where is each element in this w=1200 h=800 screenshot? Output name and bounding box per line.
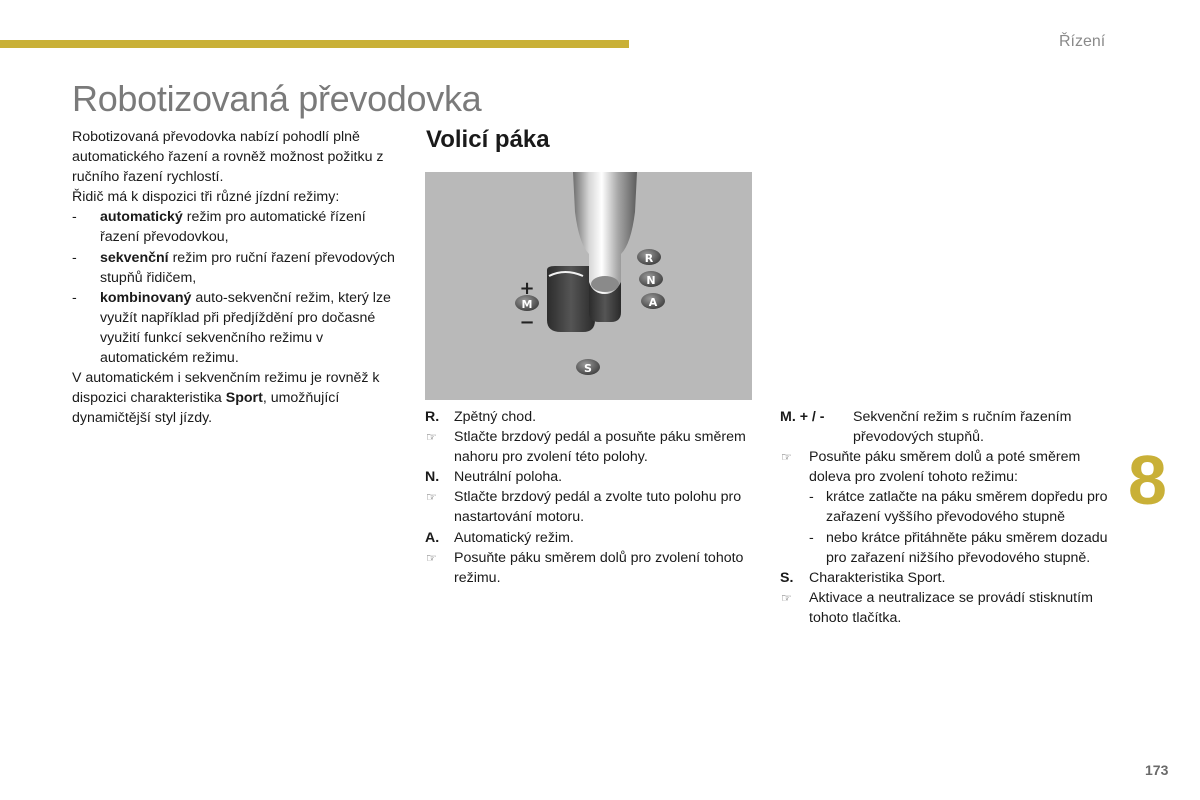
legend-row	[780, 588, 1120, 628]
mode-description: režim pro automatické řízení řazení převodovkou,	[100, 209, 366, 246]
mode-description: režim pro ruční řazení převodových stupňů řidičem,	[100, 249, 395, 286]
intro-paragraph: Robotizovaná převodovka nabízí pohodlí plně automatického řazení a rovněž možnost požitku z ručního řazení rychlostí.	[72, 129, 384, 186]
gear-m-label: M	[521, 298, 533, 311]
sport-button-label: S	[584, 362, 592, 375]
legend-row	[780, 407, 1120, 447]
pointing-hand-icon: ☞	[426, 550, 437, 565]
plus-label: +	[519, 278, 535, 299]
gear-r-label: R	[644, 252, 654, 265]
legend-text: nebo krátce přitáhněte páku směrem dozadu pro zařazení nižšího převodového stupně.	[826, 529, 1108, 566]
list-item	[72, 288, 402, 368]
legend-text: Stlačte brzdový pedál a zvolte tuto polohu pro nastartování motoru.	[454, 489, 742, 526]
legend-text: Posuňte páku směrem dolů pro zvolení tohoto režimu.	[454, 549, 744, 586]
pointing-hand-icon: ☞	[781, 590, 792, 605]
legend-key: R.	[425, 409, 440, 425]
sub-list-item	[780, 528, 1120, 568]
intro-text	[72, 127, 402, 428]
mode-name: automatický	[100, 209, 183, 226]
legend-row	[425, 467, 765, 487]
legend-row	[425, 548, 765, 588]
legend-text: Charakteristika Sport.	[809, 569, 946, 586]
legend-key: S.	[780, 569, 794, 586]
dash-marker: -	[72, 249, 77, 266]
legend-text: Zpětný chod.	[454, 409, 537, 425]
legend-row	[425, 427, 765, 467]
section-label: Řízení	[1059, 33, 1106, 50]
gear-a-label: A	[648, 296, 658, 309]
legend-text: Sekvenční režim s ručním řazením převodových stupňů.	[853, 409, 1072, 446]
sub-list-item	[780, 487, 1120, 527]
list-item	[72, 248, 402, 288]
mode-description: auto-sekvenční režim, který lze využít například při předjíždění pro dočasné využití funkcí sekvenčního režimu v automatickém režimu.	[100, 289, 391, 367]
header-accent-bar	[0, 40, 629, 48]
pointing-hand-icon: ☞	[426, 430, 437, 445]
legend-text: Aktivace a neutralizace se provádí stisknutím tohoto tlačítka.	[809, 589, 1093, 626]
dash-marker: -	[72, 289, 77, 306]
text-span: V automatickém i sekvenčním režimu je rovněž k dispozici charakteristika	[72, 370, 380, 407]
legend-text: Automatický režim.	[454, 529, 574, 546]
legend-text: Neutrální poloha.	[454, 469, 563, 486]
gear-lever-svg	[425, 172, 752, 400]
page-title: Robotizovaná převodovka	[72, 78, 482, 119]
legend-text: Posuňte páku směrem dolů a poté směrem doleva pro zvolení tohoto režimu:	[809, 449, 1081, 486]
mode-name: sekvenční	[100, 249, 169, 266]
legend-row	[780, 447, 1120, 487]
legend-text: Stlačte brzdový pedál a posuňte páku směrem nahoru pro zvolení této polohy.	[454, 429, 746, 466]
legend-left	[425, 407, 765, 588]
legend-row	[425, 528, 765, 548]
dash-marker: -	[72, 209, 77, 226]
legend-row	[780, 568, 1120, 588]
legend-key: A.	[425, 529, 440, 546]
sport-label: Sport	[225, 390, 263, 407]
text-span: , umožňující dynamičtější styl jízdy.	[72, 390, 340, 427]
legend-right	[780, 407, 1120, 628]
minus-label: −	[519, 312, 535, 333]
list-item	[72, 207, 402, 247]
intro-paragraph: Řidič má k dispozici tři různé jízdní režimy:	[72, 189, 340, 206]
gate-slot	[547, 266, 595, 332]
intro-paragraph	[72, 368, 402, 428]
legend-key: M. + / -	[780, 409, 825, 425]
lever-base	[591, 276, 619, 292]
legend-key: N.	[425, 469, 440, 486]
pointing-hand-icon: ☞	[781, 450, 792, 465]
pointing-hand-icon: ☞	[426, 490, 437, 505]
chapter-number: 8	[1128, 441, 1167, 519]
dash-marker: -	[809, 529, 814, 546]
legend-text: krátce zatlačte na páku směrem dopředu pro zařazení vyššího převodového stupně	[826, 489, 1108, 526]
section-heading: Volicí páka	[426, 126, 550, 153]
gear-lever-illustration	[425, 172, 752, 400]
page-number: 173	[1145, 762, 1169, 778]
dash-marker: -	[809, 489, 814, 506]
legend-row	[425, 407, 765, 427]
mode-name: kombinovaný	[100, 289, 192, 306]
legend-row	[425, 487, 765, 527]
gear-n-label: N	[646, 274, 656, 287]
